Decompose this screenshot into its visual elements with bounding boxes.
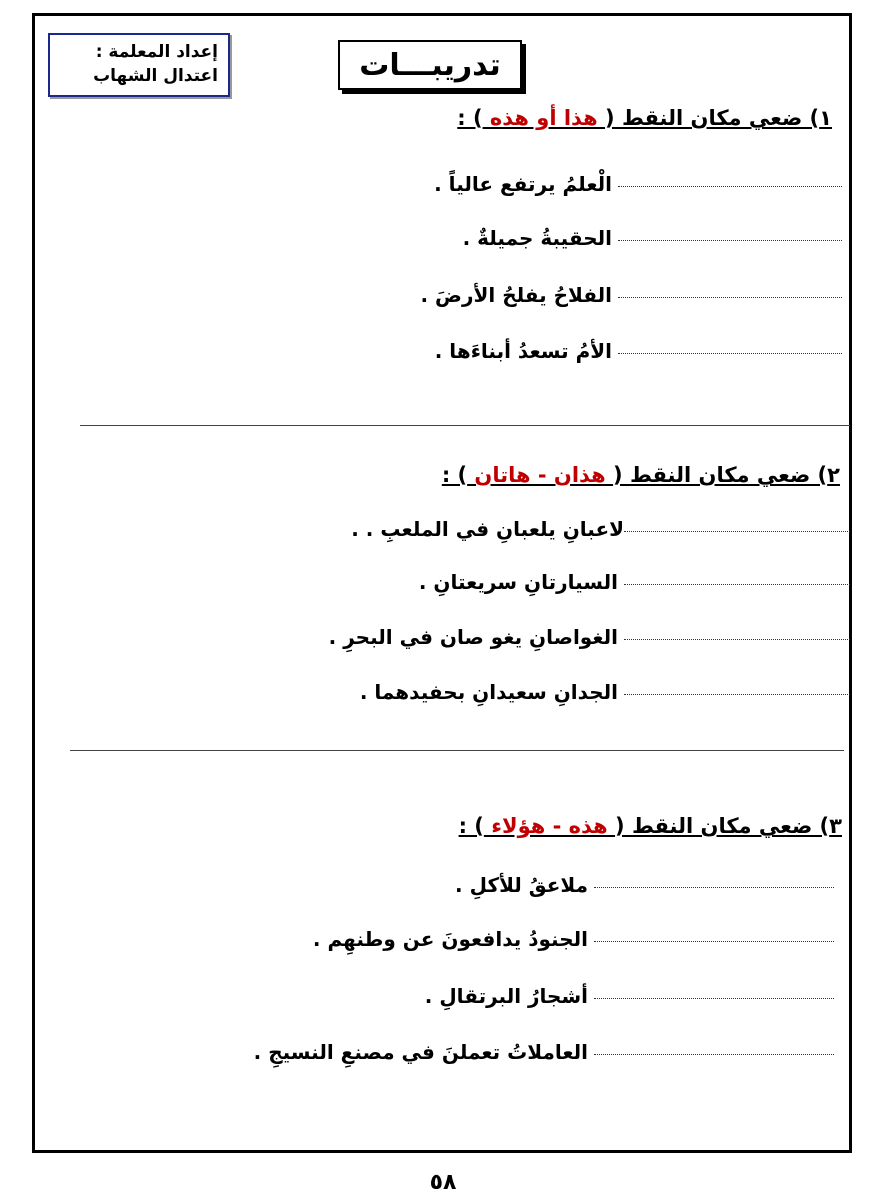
section-1-item-4: الأمُ تسعدُ أبناءَها . xyxy=(435,339,842,363)
blank-line[interactable] xyxy=(594,941,834,942)
section-3-item-4: العاملاتُ تعملنَ في مصنعِ النسيجِ . xyxy=(254,1040,834,1064)
blank-line[interactable] xyxy=(594,887,834,888)
page-title-text: تدريبـــات xyxy=(359,47,501,83)
section-2-item-3: الغواصانِ يغو صان في البحرِ . xyxy=(329,625,850,649)
section-2-heading: ٢) ضعي مكان النقط ( هذان - هاتان ) : xyxy=(441,463,840,487)
blank-line[interactable] xyxy=(594,998,834,999)
blank-line[interactable] xyxy=(624,531,850,532)
section-divider xyxy=(80,425,850,426)
blank-line[interactable] xyxy=(624,694,850,695)
section-1-item-1: الْعلمُ يرتفع عالياً . xyxy=(434,172,842,196)
section-2-options: هذان - هاتان xyxy=(467,463,614,487)
section-2-item-4: الجدانِ سعيدانِ بحفيدهما . xyxy=(360,680,850,704)
page-title xyxy=(338,40,522,90)
section-1-item-2: الحقيبةُ جميلةٌ . xyxy=(463,226,842,250)
section-1-heading: ١) ضعي مكان النقط ( هذا أو هذه ) : xyxy=(457,106,832,130)
blank-line[interactable] xyxy=(618,297,842,298)
section-3-item-1: ملاعقُ للأكلِ . xyxy=(455,873,834,897)
section-2-item-1: لاعبانِ يلعبانِ في الملعبِ . . xyxy=(351,517,850,541)
section-2-item-2: السيارتانِ سريعتانِ . xyxy=(419,570,850,594)
section-3-heading: ٣) ضعي مكان النقط ( هذه - هؤلاء ) : xyxy=(458,814,842,838)
section-1-options: هذا أو هذه xyxy=(482,106,606,130)
section-divider xyxy=(70,750,844,751)
teacher-name: اعتدال الشهاب xyxy=(93,66,218,86)
section-1-item-3: الفلاحُ يفلحُ الأرضَ . xyxy=(421,283,843,307)
section-3-item-3: أشجارُ البرتقالِ . xyxy=(425,984,834,1008)
blank-line[interactable] xyxy=(594,1054,834,1055)
blank-line[interactable] xyxy=(618,186,842,187)
section-3-item-2: الجنودُ يدافعونَ عن وطنهِم . xyxy=(313,927,834,951)
section-3-options: هذه - هؤلاء xyxy=(483,814,616,838)
teacher-credit-label: إعداد المعلمة : xyxy=(95,42,218,62)
blank-line[interactable] xyxy=(624,639,850,640)
blank-line[interactable] xyxy=(618,240,842,241)
teacher-credit-box xyxy=(48,33,230,97)
page-number: ٥٨ xyxy=(429,1170,457,1195)
blank-line[interactable] xyxy=(618,353,842,354)
blank-line[interactable] xyxy=(624,584,850,585)
